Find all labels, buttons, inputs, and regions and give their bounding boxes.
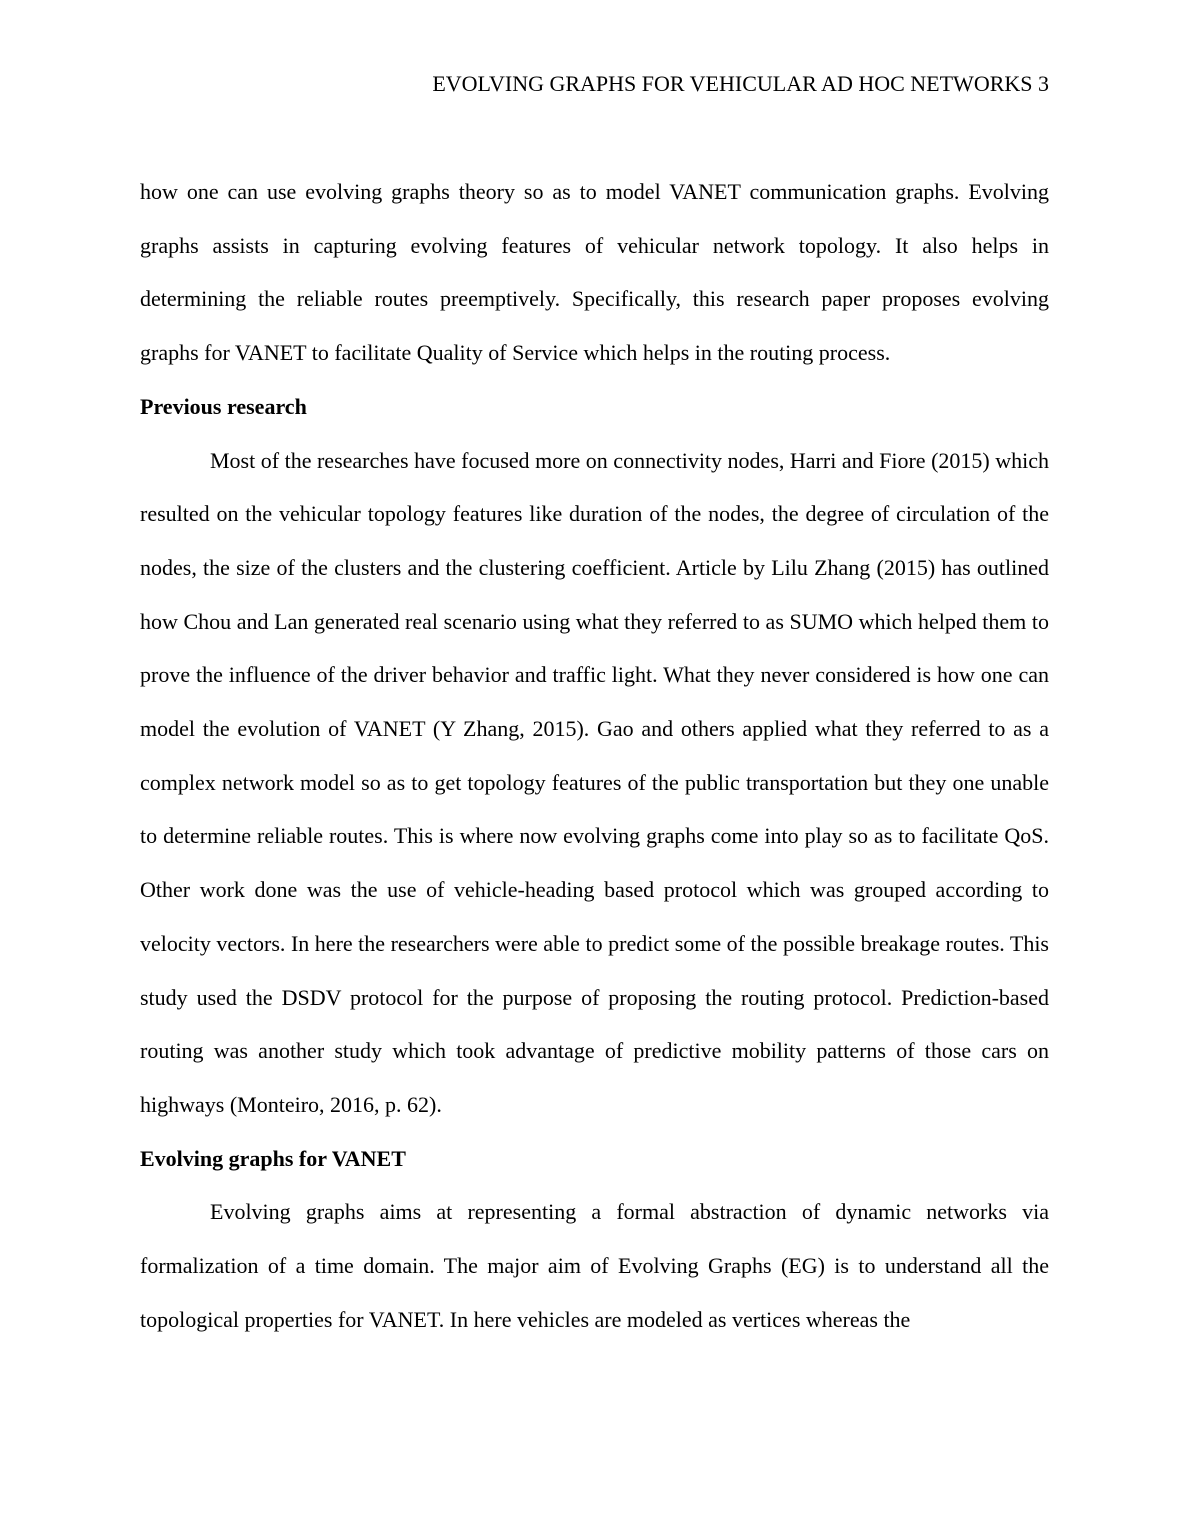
previous-research-paragraph: Most of the researches have focused more on connectivity nodes, Harri and Fiore (2015) which resulted on the vehicular topology features like duration of the nodes, the degree of circulation of the nodes, the size of the clusters and the clustering coefficient. Article by Lilu Zhang (2015) has outlined how Chou and Lan generated real scenario using what they referred to as SUMO which helped them to prove the influence of the driver behavior and traffic light. What they never considered is how one can model the evolution of VANET (Y Zhang, 2015). Gao and others applied what they referred to as a complex network model so as to get topology features of the public transportation but they one unable to determine reliable routes. This is where now evolving graphs come into play so as to facilitate QoS. Other work done was the use of vehicle-heading based protocol which was grouped according to velocity vectors. In here the researchers were able to predict some of the possible breakage routes. This study used the DSDV protocol for the purpose of proposing the routing protocol. Prediction-based routing was another study which took advantage of predictive mobility patterns of those cars on highways (Monteiro, 2016, p. 62). [140, 447, 1049, 1117]
running-head: EVOLVING GRAPHS FOR VEHICULAR AD HOC NETWORKS 3 [432, 71, 1049, 96]
section-heading-previous-research: Previous research [140, 393, 307, 419]
intro-paragraph: how one can use evolving graphs theory so as to model VANET communication graphs. Evolving graphs assists in capturing evolving features of vehicular network topology. It also helps in determining the reliable routes preemptively. Specifically, this research paper proposes evolving graphs for VANET to facilitate Quality of Service which helps in the routing process. [140, 179, 1049, 366]
section-heading-evolving-graphs: Evolving graphs for VANET [140, 1145, 406, 1171]
evolving-graphs-paragraph: Evolving graphs aims at representing a formal abstraction of dynamic networks via formalization of a time domain. The major aim of Evolving Graphs (EG) is to understand all the topological properties for VANET. In here vehicles are modeled as vertices whereas the [140, 1199, 1049, 1332]
document-body [140, 165, 1049, 1346]
